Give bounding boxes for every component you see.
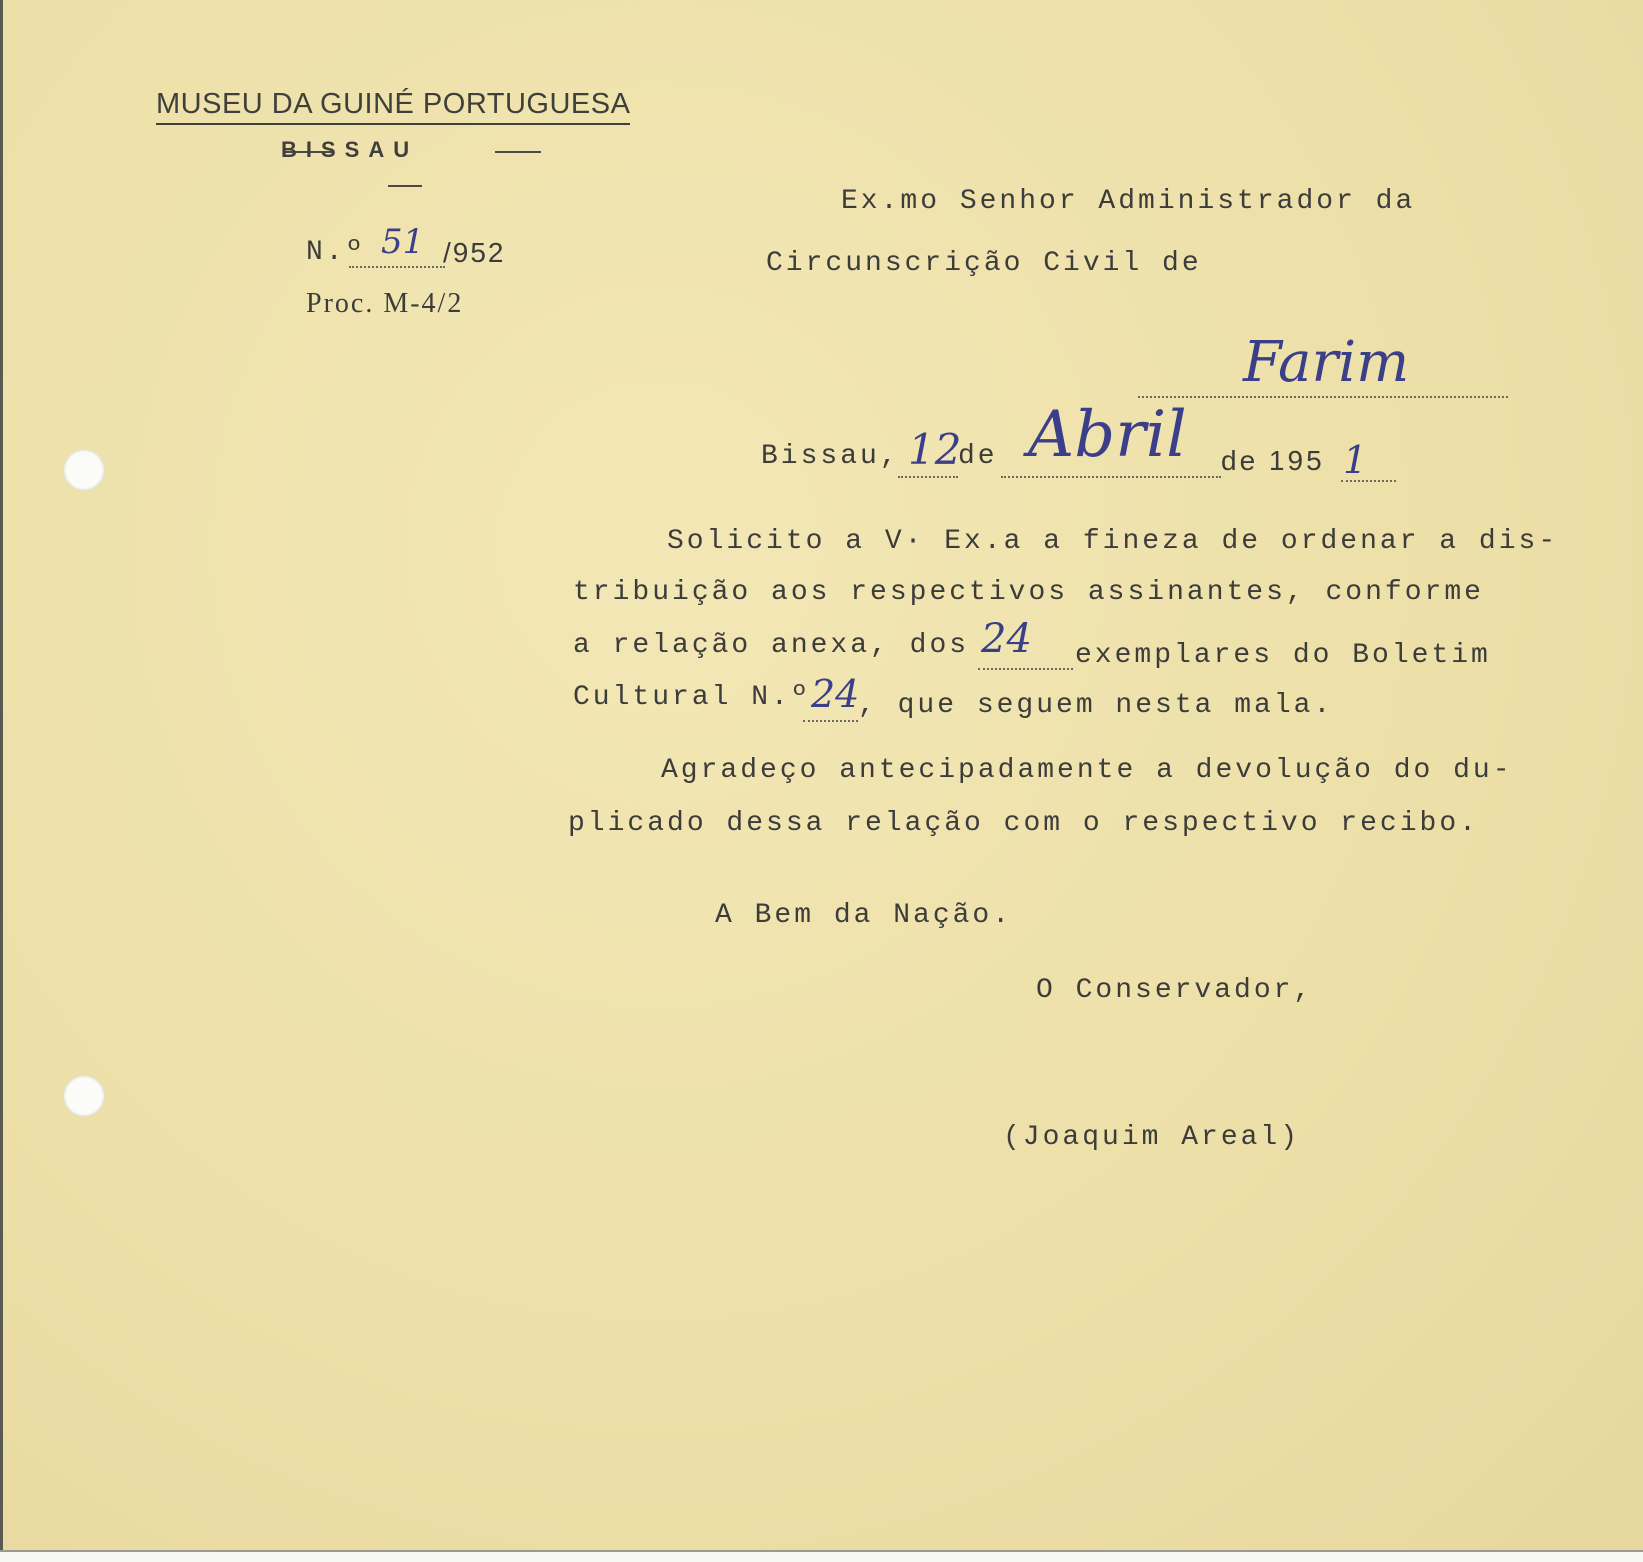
letterhead-short-rule: [388, 185, 422, 187]
body-p2-line-2: plicado dessa relação com o respectivo recibo.: [568, 808, 1479, 839]
punch-hole: [63, 1075, 105, 1117]
body-p2-line-1: Agradeço antecipadamente a devolução do du-: [661, 755, 1513, 786]
addressee-line-2: Circunscrição Civil de: [766, 248, 1202, 279]
process-reference: Proc. M-4/2: [306, 288, 464, 319]
addressee-place-dots: [1138, 396, 1508, 398]
copies-dots: [978, 668, 1073, 670]
reference-number-year: /952: [443, 237, 506, 268]
closing-role: O Conservador,: [1036, 975, 1314, 1006]
date-month-dots: [1001, 476, 1221, 478]
addressee-line-1: Ex.mo Senhor Administrador da: [841, 186, 1416, 217]
body-p1-line-4a: Cultural N.º: [573, 682, 811, 713]
punch-hole: [63, 449, 105, 491]
issue-handwritten: 24: [811, 672, 860, 716]
date-day-handwritten: 12: [908, 425, 962, 474]
issue-dots: [803, 720, 858, 722]
closing-salutation: A Bem da Nação.: [715, 900, 1013, 931]
body-p1-line-1: Solicito a V· Ex.a a fineza de ordenar a dis-: [667, 526, 1559, 557]
body-p1-line-2: tribuição aos respectivos assinantes, conforme: [573, 577, 1484, 608]
date-de-1: de: [958, 441, 998, 472]
body-p1-line-3a: a relação anexa, dos: [573, 630, 970, 661]
scan-bottom-edge: [0, 1550, 1643, 1562]
body-p1-line-3b: exemplares do Boletim: [1075, 640, 1491, 671]
body-p1-line-4b: , que seguem nesta mala.: [858, 690, 1334, 721]
addressee-place-handwritten: Farim: [1243, 330, 1410, 395]
letterhead-rule-right: [495, 151, 541, 153]
date-prefix: Bissau,: [761, 441, 900, 472]
date-year-digit-handwritten: 1: [1343, 438, 1368, 482]
closing-signatory: (Joaquim Areal): [1003, 1122, 1301, 1153]
date-day-dots: [898, 476, 958, 478]
reference-number-label: N.º: [306, 237, 366, 268]
institution-city: BISSAU: [281, 137, 419, 162]
reference-number-dots: [349, 266, 445, 268]
institution-name: MUSEU DA GUINÉ PORTUGUESA: [156, 88, 630, 125]
date-month-handwritten: Abril: [1028, 398, 1187, 472]
date-year-prefix: de 195: [1221, 445, 1325, 476]
copies-handwritten: 24: [981, 616, 1032, 662]
reference-number-handwritten: 51: [381, 222, 425, 262]
